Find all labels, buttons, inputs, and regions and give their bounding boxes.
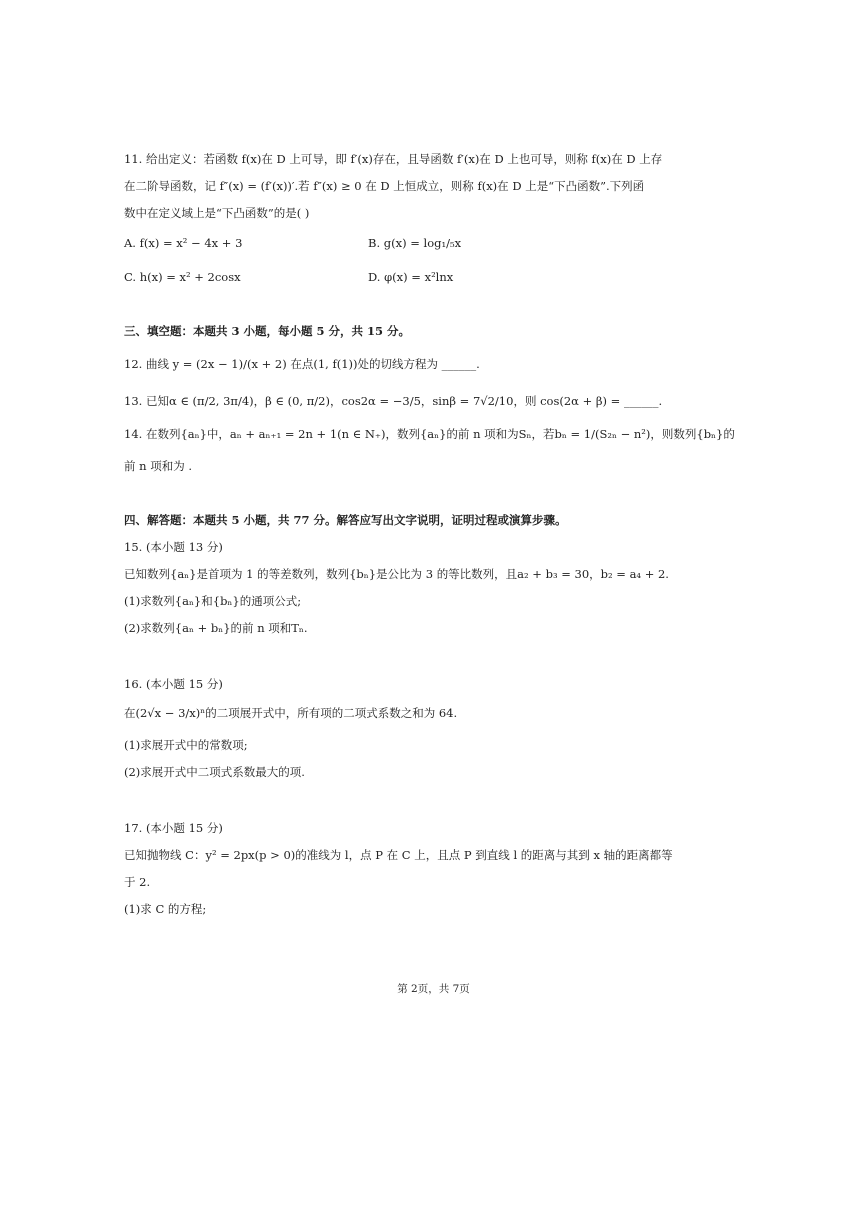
q17-header: 17. (本小题 15 分) [124, 821, 223, 835]
q17-line-3: (1)求 C 的方程; [124, 902, 207, 916]
q11-line-1: 11. 给出定义：若函数 f(x)在 D 上可导，即 f′(x)存在，且导函数 f′(x)在 D 上也可导，则称 f(x)在 D 上存 [124, 152, 663, 166]
q11-option-c: C. h(x) = x² + 2cosx [124, 270, 241, 284]
q11-option-a: A. f(x) = x² − 4x + 3 [124, 236, 243, 250]
q14-line-2: 前 n 项和为 . [124, 459, 193, 473]
page-footer: 第 2页，共 7页 [397, 983, 470, 995]
section-3-title: 三、填空题：本题共 3 小题，每小题 5 分，共 15 分。 [124, 324, 411, 338]
q11-line-3: 数中在定义域上是“下凸函数”的是( ) [124, 206, 310, 220]
q15-header: 15. (本小题 13 分) [124, 540, 223, 554]
q17-line-2: 于 2. [124, 875, 151, 889]
q15-line-1: 已知数列{aₙ}是首项为 1 的等差数列，数列{bₙ}是公比为 3 的等比数列，且a₂ + b₃ = 30，b₂ = a₄ + 2. [124, 567, 669, 581]
q13-text: 13. 已知α ∈ (π/2, 3π/4)，β ∈ (0, π/2)，cos2α = −3/5，sinβ = 7√2/10，则 cos(2α + β) = ______. [124, 394, 663, 408]
q12-text: 12. 曲线 y = (2x − 1)/(x + 2) 在点(1, f(1))处的切线方程为 ______. [124, 357, 480, 371]
q14-line-1: 14. 在数列{aₙ}中，aₙ + aₙ₊₁ = 2n + 1(n ∈ N₊)，数列{aₙ}的前 n 项和为Sₙ，若bₙ = 1/(S₂ₙ − n²)，则数列{bₙ}的 [124, 427, 735, 441]
q11-option-b: B. g(x) = log₁/₅x [368, 236, 462, 250]
section-4-title: 四、解答题：本题共 5 小题，共 77 分。解答应写出文字说明，证明过程或演算步骤。 [124, 513, 567, 527]
q16-line-1: 在(2√x − 3/x)ⁿ的二项展开式中，所有项的二项式系数之和为 64. [124, 706, 458, 720]
q15-line-2: (1)求数列{aₙ}和{bₙ}的通项公式; [124, 594, 302, 608]
q15-line-3: (2)求数列{aₙ + bₙ}的前 n 项和Tₙ. [124, 621, 308, 635]
q11-line-2: 在二阶导函数，记 f″(x) = (f′(x))′.若 f″(x) ≥ 0 在 D 上恒成立，则称 f(x)在 D 上是“下凸函数”.下列函 [124, 179, 645, 193]
q17-line-1: 已知抛物线 C：y² = 2px(p > 0)的准线为 l，点 P 在 C 上，且点 P 到直线 l 的距离与其到 x 轴的距离都等 [124, 848, 673, 862]
q16-line-3: (2)求展开式中二项式系数最大的项. [124, 765, 305, 779]
q11-option-d: D. φ(x) = x²lnx [368, 270, 454, 284]
q16-line-2: (1)求展开式中的常数项; [124, 738, 248, 752]
q16-header: 16. (本小题 15 分) [124, 677, 223, 691]
